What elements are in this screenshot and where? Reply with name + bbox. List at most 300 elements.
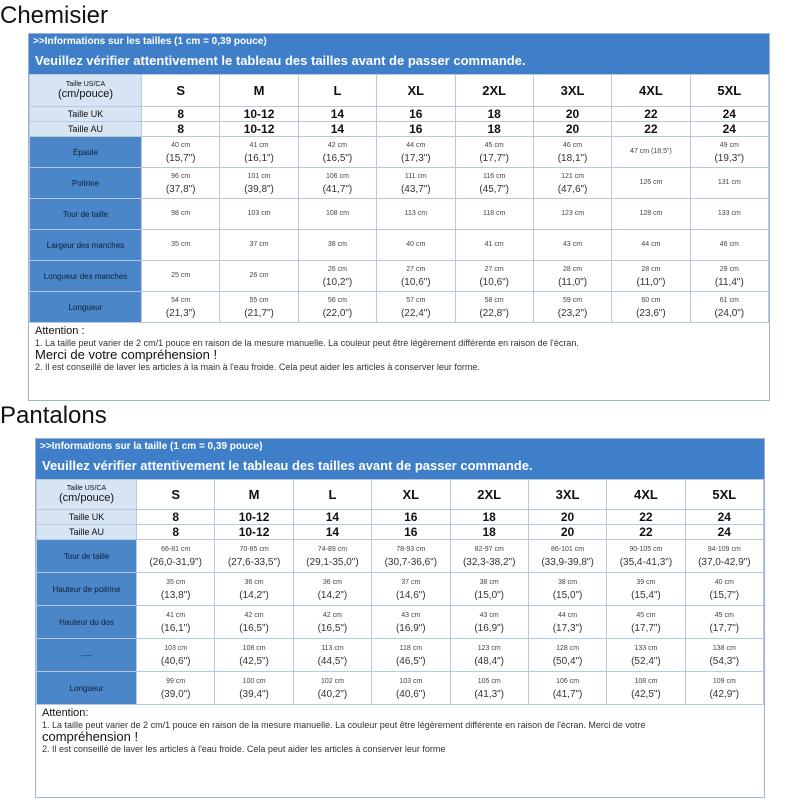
pantalons-note-2: 2. Il est conseillé de laver les articles à l'eau froide. Cela peut aider les articles à conserver leur forme [42,744,446,754]
chemisier-measure-cell [690,261,768,292]
chemisier-measure-cell [690,137,768,168]
pantalons-uk-value: 10-12 [215,510,293,525]
chemisier-measure-cell [377,261,455,292]
chemisier-measure-row [30,292,769,323]
chemisier-measure-inch: (22,4") [400,307,431,319]
pantalons-measure-cell [293,639,371,672]
chemisier-uk-label: Taille UK [30,107,142,122]
chemisier-measure-cell [455,199,533,230]
pantalons-measure-row [37,672,764,705]
pantalons-uk-label: Taille UK [37,510,137,525]
chemisier-measure-cm: 38 cm [327,241,347,248]
chemisier-measure-inch: (19,3") [714,152,745,164]
pantalons-measure-cm: 41 cm [166,611,186,619]
pantalons-measure-cm: 70-85 cm [239,545,269,553]
chemisier-measure-cell [533,230,611,261]
chemisier-measure-cm: 126 cm [639,179,663,186]
chemisier-uk-value: 16 [377,107,455,122]
pantalons-size-3xl: 3XL [528,480,606,510]
chemisier-uk-row [30,107,769,122]
chemisier-measure-cm: 58 cm [484,296,504,304]
chemisier-measure-cell [690,168,768,199]
pantalons-measure-cm: 39 cm [636,578,656,586]
pantalons-measure-inch: (16,5") [317,622,348,634]
pantalons-measure-inch: (16,5") [239,622,269,634]
chemisier-measure-cell [455,168,533,199]
chemisier-measure-cell [377,230,455,261]
chemisier-measure-inch: (22,8") [479,307,510,319]
chemisier-merci: Merci de votre compréhension ! [35,347,218,362]
chemisier-measure-cm: 40 cm [406,241,426,248]
pantalons-measure-cell [685,639,763,672]
pantalons-size-2xl: 2XL [450,480,528,510]
chemisier-note-2: 2. Il est conseillé de laver les articles à la main à l'eau froide. Cela peut aider les articles à conserver leur forme. [35,362,480,372]
pantalons-measure-cm: 37 cm [401,578,421,586]
pantalons-au-value: 20 [528,525,606,540]
chemisier-measure-cell [220,292,298,323]
pantalons-measure-inch: (17,7") [709,622,740,634]
pantalons-measure-cm: 36 cm [244,578,264,586]
pantalons-au-label: Taille AU [37,525,137,540]
pantalons-measure-cm: 42 cm [322,611,342,619]
chemisier-measure-cell [220,230,298,261]
pantalons-measure-label: Tour de taille [37,540,137,573]
pantalons-measure-cell [293,573,371,606]
chemisier-measure-cell [690,199,768,230]
chemisier-size-table [29,74,769,323]
pantalons-measure-cm: 74-89 cm [317,545,348,553]
chemisier-measure-cm: 101 cm [247,172,271,180]
chemisier-measure-cell [220,168,298,199]
chemisier-measure-cm: 26 cm [249,272,269,279]
pantalons-measure-cm: 43 cm [479,611,499,619]
pantalons-measure-cell [215,540,293,573]
pantalons-verify: Veuillez vérifier attentivement le tableau des tailles avant de passer commande. [42,458,533,473]
pantalons-measure-inch: (39,0") [160,688,191,700]
chemisier-attention: Attention : [35,325,85,337]
chemisier-measure-inch: (11,0") [558,276,588,288]
pantalons-size-5xl: 5XL [685,480,763,510]
chemisier-size-m: M [220,75,298,107]
pantalons-measure-cell [685,672,763,705]
chemisier-measure-cm: 43 cm [563,241,583,248]
pantalons-measure-inch: (35,4-41,3") [619,556,673,568]
pantalons-measure-inch: (33,9-39,8") [541,556,594,568]
pantalons-size-header-row [37,480,764,510]
chemisier-measure-cm: 121 cm [561,172,585,180]
pantalons-measure-cell [607,672,685,705]
chemisier-measure-cm: 28 cm [563,265,583,273]
pantalons-measure-inch: (42,5") [631,688,661,700]
chemisier-measure-inch: (16,1") [244,152,274,164]
chemisier-measure-cm: 96 cm [171,172,191,180]
pantalons-uk-value: 8 [137,510,215,525]
chemisier-measure-cell [455,292,533,323]
pantalons-merci: compréhension ! [42,729,139,744]
chemisier-measure-inch: (11,0") [636,276,666,288]
chemisier-measure-cm: 106 cm [325,172,349,180]
pantalons-uk-value: 22 [607,510,685,525]
chemisier-measure-label: Largeur des manches [30,230,142,261]
pantalons-measure-cm: 138 cm [712,644,736,652]
chemisier-measure-cm: 113 cm [404,210,428,217]
pantalons-measure-label: Hauteur du dos [37,606,137,639]
pantalons-measure-inch: (16,9") [474,622,505,634]
pantalons-measure-label: ---- [37,639,137,672]
pantalons-measure-cm: 38 cm [479,578,499,586]
chemisier-measure-label: Épaule [30,137,142,168]
chemisier-au-value: 18 [455,122,533,137]
chemisier-measure-inch: (10,2") [322,276,353,288]
pantalons-measure-cell [528,672,606,705]
chemisier-uk-value: 20 [533,107,611,122]
pantalons-measure-cm: 113 cm [321,644,344,652]
chemisier-size-l: L [298,75,376,107]
pantalons-measure-inch: (17,3") [552,622,583,634]
chemisier-measure-row [30,199,769,230]
chemisier-measure-cm: 46 cm [563,141,583,149]
pantalons-measure-cell [372,573,450,606]
pantalons-measure-cell [372,606,450,639]
chemisier-size-s: S [142,75,220,107]
pantalons-measure-cell [528,639,606,672]
chemisier-measure-cell [142,137,220,168]
chemisier-measure-cm: 59 cm [563,296,583,304]
pantalons-measure-inch: (15,0") [552,589,583,601]
pantalons-measure-cm: 82-97 cm [474,545,504,553]
pantalons-measure-cm: 44 cm [558,611,578,619]
pantalons-measure-inch: (15,0") [474,589,505,601]
chemisier-measure-cell [298,168,376,199]
pantalons-measure-cm: 38 cm [558,578,578,586]
pantalons-banner [36,439,764,479]
pantalons-measure-cell [293,606,371,639]
pantalons-header-label [37,480,137,510]
pantalons-uk-value: 18 [450,510,528,525]
chemisier-size-4xl: 4XL [612,75,690,107]
pantalons-au-value: 10-12 [215,525,293,540]
chemisier-measure-inch: (47,6") [557,183,588,195]
pantalons-measure-cell [528,540,606,573]
pantalons-measure-inch: (48,4") [474,655,505,667]
chemisier-measure-cm: 111 cm [404,172,427,180]
chemisier-measure-cell [377,168,455,199]
pantalons-measure-cell [607,639,685,672]
chemisier-notes [29,323,769,375]
chemisier-measure-inch: (10,6") [479,276,510,288]
chemisier-measure-cell [533,199,611,230]
pantalons-measure-cell [215,606,293,639]
chemisier-title: Chemisier [0,2,109,29]
chemisier-measure-cm: 47 cm (18,5") [630,148,672,155]
pantalons-measure-cell [372,672,450,705]
chemisier-measure-cell [533,261,611,292]
pantalons-measure-cm: 45 cm [714,611,734,619]
chemisier-measure-inch: (10,6") [400,276,431,288]
pantalons-measure-cell [137,606,215,639]
pantalons-measure-inch: (40,6") [395,688,426,700]
chemisier-measure-cell [298,230,376,261]
pantalons-measure-inch: (52,4") [631,655,661,667]
pantalons-measure-row [37,540,764,573]
pantalons-measure-cell [137,540,215,573]
chemisier-header-label [30,75,142,107]
pantalons-size-table [36,479,764,705]
pantalons-au-row [37,525,764,540]
chemisier-measure-cm: 45 cm [484,141,504,149]
chemisier-measure-inch: (45,7") [479,183,510,195]
chemisier-header-label-us: Taille US/CA [65,81,106,88]
chemisier-note-1: 1. La taille peut varier de 2 cm/1 pouce en raison de la mesure manuelle. La couleur peut être légèrement différente en raison de l'écran. [35,338,579,348]
pantalons-measure-inch: (13,8") [160,589,191,601]
pantalons-size-s: S [137,480,215,510]
pantalons-measure-cell [528,606,606,639]
chemisier-size-xl: XL [377,75,455,107]
chemisier-uk-value: 8 [142,107,220,122]
pantalons-measure-inch: (32,3-38,2") [462,556,516,568]
chemisier-measure-cell [298,137,376,168]
pantalons-measure-cm: 66-81 cm [161,545,191,553]
pantalons-measure-cm: 42 cm [244,611,264,619]
chemisier-measure-cell [612,261,690,292]
pantalons-info: >>Informations sur la taille (1 cm = 0,39 pouce) [40,441,263,452]
chemisier-measure-inch: (16,5") [322,152,353,164]
chemisier-uk-value: 24 [690,107,768,122]
chemisier-measure-cm: 46 cm [719,241,739,248]
pantalons-measure-cm: 118 cm [399,644,423,652]
pantalons-uk-value: 16 [372,510,450,525]
chemisier-measure-cell [612,137,690,168]
pantalons-measure-cm: 123 cm [477,644,501,652]
pantalons-uk-value: 14 [293,510,371,525]
pantalons-size-xl: XL [372,480,450,510]
chemisier-measure-cm: 103 cm [247,210,271,217]
pantalons-measure-cell [685,540,763,573]
chemisier-size-header-row [30,75,769,107]
chemisier-measure-label: Tour de taille [30,199,142,230]
chemisier-measure-cell [377,199,455,230]
pantalons-au-value: 18 [450,525,528,540]
chemisier-measure-cell [142,230,220,261]
chemisier-measure-inch: (24,0") [714,307,745,319]
chemisier-measure-cell [220,199,298,230]
pantalons-measure-cm: 108 cm [634,677,658,685]
pantalons-measure-inch: (26,0-31,9") [149,556,202,568]
chemisier-measure-cell [533,137,611,168]
chemisier-measure-row [30,168,769,199]
chemisier-measure-cm: 57 cm [406,296,426,304]
pantalons-measure-cm: 102 cm [320,677,344,685]
chemisier-measure-cell [142,261,220,292]
pantalons-measure-cell [607,540,685,573]
pantalons-measure-cm: 100 cm [242,677,266,685]
chemisier-measure-cm: 131 cm [717,179,741,186]
pantalons-measure-inch: (41,3") [474,688,505,700]
chemisier-measure-row [30,230,769,261]
pantalons-measure-cell [607,606,685,639]
chemisier-au-value: 16 [377,122,455,137]
chemisier-measure-cm: 29 cm [719,265,739,273]
pantalons-au-value: 24 [685,525,763,540]
pantalons-measure-inch: (39,4") [239,688,269,700]
pantalons-measure-inch: (50,4") [552,655,583,667]
chemisier-measure-cm: 123 cm [561,210,585,217]
pantalons-uk-value: 24 [685,510,763,525]
chemisier-measure-inch: (22,0") [322,307,353,319]
pantalons-measure-cm: 103 cm [164,644,188,652]
chemisier-measure-inch: (43,7") [400,183,431,195]
chemisier-banner [29,34,769,74]
chemisier-measure-cell [455,137,533,168]
chemisier-measure-cell [455,230,533,261]
chemisier-measure-inch: (39,8") [244,183,274,195]
chemisier-size-5xl: 5XL [690,75,768,107]
pantalons-measure-inch: (14,2") [317,589,348,601]
pantalons-measure-cm: 133 cm [634,644,658,652]
pantalons-measure-cell [372,540,450,573]
chemisier-measure-cm: 35 cm [171,241,191,248]
chemisier-measure-label: Poitrine [30,168,142,199]
chemisier-measure-cell [533,292,611,323]
chemisier-measure-cm: 56 cm [327,296,347,304]
pantalons-measure-cm: 99 cm [166,677,186,685]
pantalons-measure-inch: (15,7") [709,589,740,601]
pantalons-measure-cell [450,606,528,639]
chemisier-measure-cm: 128 cm [639,210,663,217]
pantalons-measure-cm: 36 cm [322,578,342,586]
chemisier-au-label: Taille AU [30,122,142,137]
chemisier-measure-cell [220,261,298,292]
pantalons-measure-label: Longueur [37,672,137,705]
chemisier-measure-cm: 37 cm [249,241,269,248]
pantalons-measure-cm: 109 cm [712,677,736,685]
chemisier-measure-inch: (37,8") [165,183,196,195]
chemisier-measure-row [30,261,769,292]
pantalons-note-1: 1. La taille peut varier de 2 cm/1 pouce en raison de la mesure manuelle. La couleur peut être légèrement différente en raison de l'écran. Merci de votre [42,720,646,730]
pantalons-measure-cm: 103 cm [399,677,423,685]
pantalons-header-label-unit: (cm/pouce) [58,492,115,504]
chemisier-verify: Veuillez vérifier attentivement le tableau des tailles avant de passer commande. [35,53,526,68]
pantalons-measure-inch: (14,6") [395,589,426,601]
pantalons-measure-cell [607,573,685,606]
chemisier-measure-cm: 54 cm [171,296,191,304]
pantalons-measure-cm: 43 cm [401,611,421,619]
chemisier-header-label-unit: (cm/pouce) [57,88,114,100]
chemisier-au-value: 14 [298,122,376,137]
pantalons-measure-cm: 94-109 cm [707,545,741,553]
pantalons-measure-inch: (17,7") [631,622,661,634]
pantalons-measure-inch: (16,1") [160,622,191,634]
chemisier-size-2xl: 2XL [455,75,533,107]
pantalons-measure-cell [372,639,450,672]
chemisier-measure-cell [377,137,455,168]
pantalons-measure-cm: 35 cm [166,578,186,586]
pantalons-measure-cell [137,573,215,606]
pantalons-measure-cell [450,672,528,705]
chemisier-measure-cell [612,230,690,261]
chemisier-measure-cell [455,261,533,292]
pantalons-measure-cell [215,573,293,606]
chemisier-au-value: 20 [533,122,611,137]
pantalons-uk-value: 20 [528,510,606,525]
chemisier-measure-cm: 41 cm [484,241,504,248]
pantalons-measure-inch: (54,3") [709,655,740,667]
chemisier-au-value: 22 [612,122,690,137]
chemisier-measure-cell [142,168,220,199]
pantalons-size-m: M [215,480,293,510]
pantalons-measure-cm: 40 cm [714,578,734,586]
pantalons-measure-inch: (29,1-35,0") [306,556,359,568]
chemisier-measure-inch: (18,1") [557,152,588,164]
chemisier-measure-cm: 27 cm [406,265,426,273]
pantalons-measure-inch: (41,7") [552,688,583,700]
chemisier-panel [28,33,770,401]
chemisier-measure-cm: 118 cm [482,210,506,217]
chemisier-measure-cell [142,292,220,323]
pantalons-measure-inch: (15,4") [631,589,661,601]
pantalons-au-value: 22 [607,525,685,540]
pantalons-measure-inch: (14,2") [239,589,269,601]
pantalons-measure-cell [215,639,293,672]
chemisier-measure-cm: 42 cm [327,141,347,149]
pantalons-measure-cell [137,672,215,705]
pantalons-attention: Attention: [42,707,89,719]
chemisier-measure-cell [377,292,455,323]
chemisier-measure-cell [690,230,768,261]
chemisier-measure-cm: 40 cm [171,141,191,149]
chemisier-uk-value: 22 [612,107,690,122]
pantalons-measure-inch: (44,5") [317,655,348,667]
chemisier-measure-cell [298,199,376,230]
chemisier-measure-cm: 44 cm [641,241,661,248]
chemisier-uk-value: 14 [298,107,376,122]
pantalons-measure-cm: 78-93 cm [396,545,426,553]
chemisier-au-value: 8 [142,122,220,137]
pantalons-measure-inch: (42,5") [239,655,269,667]
pantalons-measure-cm: 45 cm [636,611,656,619]
chemisier-measure-cell [220,137,298,168]
chemisier-measure-cm: 27 cm [484,265,504,273]
chemisier-measure-inch: (41,7") [322,183,353,195]
chemisier-measure-cm: 60 cm [641,296,661,304]
chemisier-measure-cell [690,292,768,323]
chemisier-measure-cell [142,199,220,230]
chemisier-au-value: 24 [690,122,768,137]
pantalons-measure-inch: (37,0-42,9") [698,556,751,568]
pantalons-measure-cm: 90-105 cm [629,545,663,553]
chemisier-measure-cell [298,261,376,292]
chemisier-measure-cm: 44 cm [406,141,426,149]
pantalons-uk-row [37,510,764,525]
chemisier-measure-cell [612,199,690,230]
chemisier-measure-cm: 28 cm [641,265,661,273]
chemisier-uk-value: 10-12 [220,107,298,122]
pantalons-measure-cm: 105 cm [477,677,501,685]
chemisier-measure-cell [612,168,690,199]
pantalons-au-value: 14 [293,525,371,540]
chemisier-measure-cm: 26 cm [327,265,347,273]
pantalons-measure-cell [450,540,528,573]
chemisier-measure-cell [298,292,376,323]
pantalons-au-value: 16 [372,525,450,540]
pantalons-measure-inch: (16,9") [395,622,426,634]
chemisier-measure-cm: 49 cm [719,141,739,149]
pantalons-measure-inch: (30,7-36,6") [384,556,438,568]
pantalons-measure-cm: 86-101 cm [551,545,585,553]
pantalons-measure-cell [450,573,528,606]
pantalons-measure-cm: 108 cm [242,644,266,652]
pantalons-measure-inch: (42,9") [709,688,740,700]
